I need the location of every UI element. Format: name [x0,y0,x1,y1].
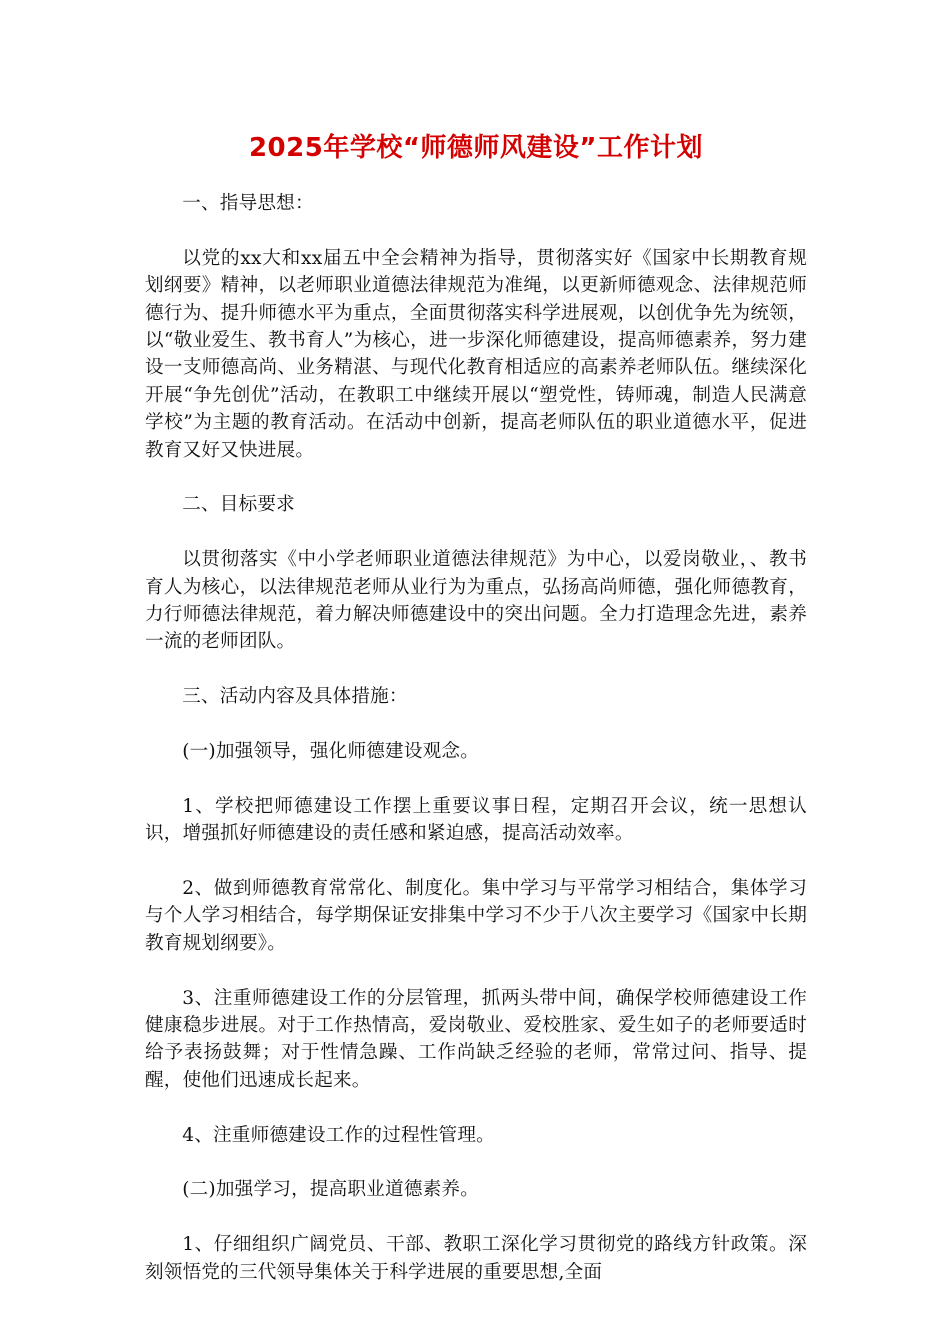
section-heading-guiding-thought: 一、指导思想： [182,193,314,214]
document-page [145,128,807,1313]
list-item-1: 1、学校把师德建设工作摆上重要议事日程，定期召开会议，统一思想认识，增强抓好师德建设的责任感和紧迫感，提高活动效率。 [145,795,807,845]
section-heading-activities: 三、活动内容及具体措施： [182,686,408,708]
list-item-3: 3、注重师德建设工作的分层管理，抓两头带中间，确保学校师德建设工作健康稳步进展。对于工作热情高，爱岗敬业、爱校胜家、爱生如子的老师要适时给予表扬鼓舞；对于性情急躁、工作尚缺乏经验的老师，常常过问、指导、提醒，使他们迅速成长起来。 [145,987,807,1091]
list-item-4: 4、注重师德建设工作的过程性管理。 [182,1124,495,1146]
document-title: 2025年学校“师德师风建设”工作计划 [248,133,704,163]
paragraph-goals: 以贯彻落实《中小学老师职业道德法律规范》为中心，以爱岗敬业，、教书育人为核心，以法律规范老师从业行为为重点，弘扬高尚师德，强化师德教育，力行师德法律规范，着力解决师德建设中的突出问题。全力打造理念先进，素养一流的老师团队。 [145,549,807,653]
subsection-heading-study: (二)加强学习，提高职业道德素养。 [182,1179,480,1201]
paragraph-guiding-thought: 以党的xx大和xx届五中全会精神为指导，贯彻落实好《国家中长期教育规划纲要》精神，以老师职业道德法律规范为准绳，以更新师德观念、法律规范师德行为、提升师德水平为重点，全面贯彻落实科学进展观，以创优争先为统领，以“敬业爱生、教书育人”为核心，进一步深化师德建设，提高师德素养，努力建设一支师德高尚、业务精湛、与现代化教育相适应的高素养老师队伍。继续深化开展“争先创优”活动，在教职工中继续开展以“塑党性，铸师魂，制造人民满意学校”为主题的教育活动。在活动中创新，提高老师队伍的职业道德水平，促进教育又好又快进展。 [145,247,807,461]
subsection-heading-leadership: (一)加强领导，强化师德建设观念。 [182,741,480,763]
section-heading-goals: 二、目标要求 [182,494,295,516]
list-item-2: 2、做到师德教育常常化、制度化。集中学习与平常学习相结合，集体学习与个人学习相结合，每学期保证安排集中学习不少于八次主要学习《国家中长期教育规划纲要》。 [145,878,807,954]
list-item-study-1: 1、仔细组织广阔党员、干部、教职工深化学习贯彻党的路线方针政策。深刻领悟党的三代领导集体关于科学进展的重要思想,全面 [145,1234,807,1283]
